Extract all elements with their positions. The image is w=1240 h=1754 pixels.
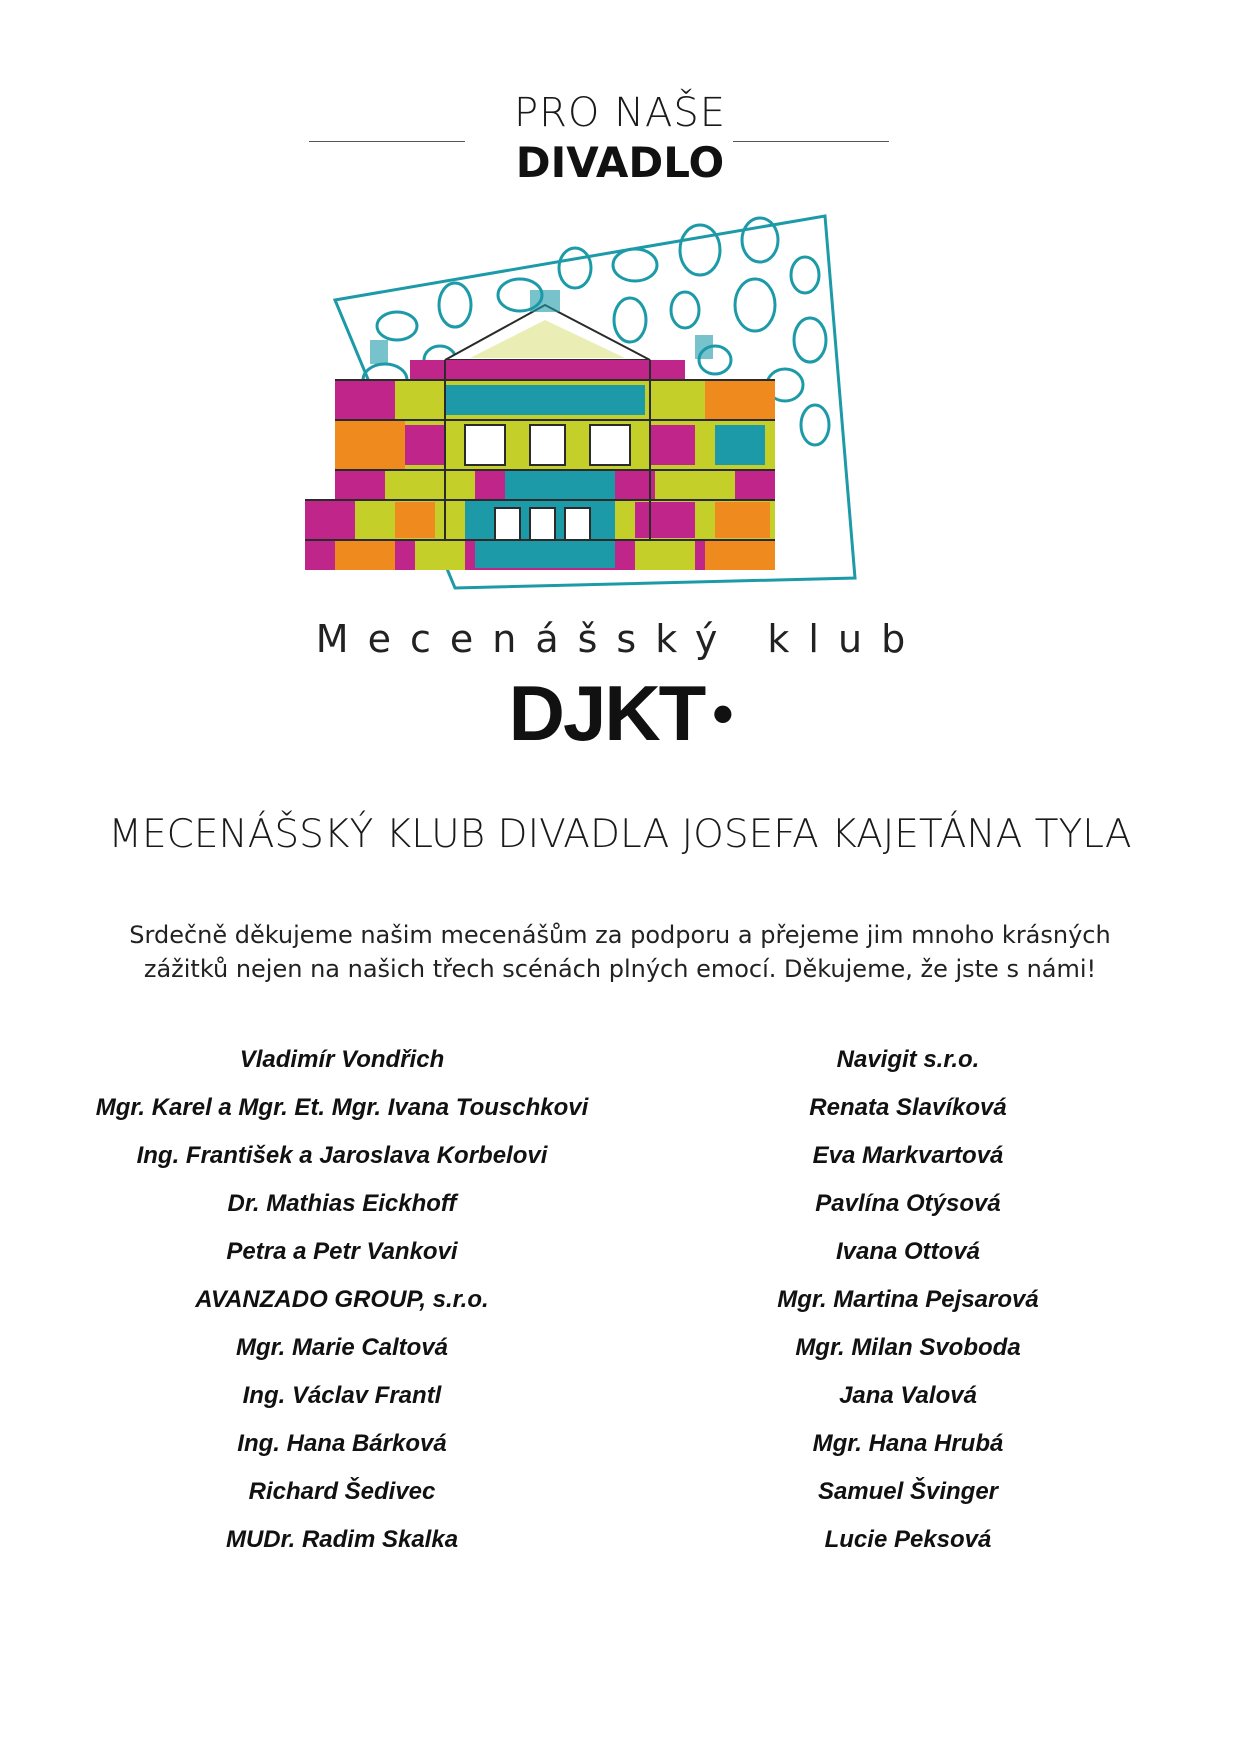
donor-name: Ing. Václav Frantl	[242, 1382, 442, 1409]
header-line-2: DIVADLO	[515, 138, 725, 187]
donor-name: Pavlína Otýsová	[815, 1190, 1001, 1217]
donor-name: Samuel Švinger	[817, 1478, 999, 1505]
donor-name: Mgr. Karel a Mgr. Et. Mgr. Ivana Touschkovi	[95, 1094, 589, 1121]
djkt-logo	[0, 668, 1240, 759]
donor-name: Mgr. Marie Caltová	[235, 1334, 449, 1361]
djkt-logo-dot: •	[712, 680, 732, 747]
donor-name: Navigit s.r.o.	[836, 1046, 980, 1073]
donor-name: Mgr. Milan Svoboda	[795, 1334, 1021, 1361]
djkt-logo-text: DJKT	[508, 669, 705, 757]
donor-name: Eva Markvartová	[812, 1142, 1004, 1169]
donor-name: Petra a Petr Vankovi	[226, 1238, 458, 1265]
header-rule-right	[733, 141, 889, 142]
donor-name: MUDr. Radim Skalka	[225, 1526, 459, 1553]
club-label: Mecenášský klub	[315, 617, 925, 661]
donor-name: Ing. František a Jaroslava Korbelovi	[136, 1142, 548, 1169]
donor-name: Vladimír Vondřich	[239, 1046, 445, 1073]
donor-name: Lucie Peksová	[824, 1526, 992, 1553]
donor-name: Renata Slavíková	[809, 1094, 1007, 1121]
donor-name: Mgr. Hana Hrubá	[812, 1430, 1004, 1457]
donor-name: AVANZADO GROUP, s.r.o.	[195, 1286, 489, 1313]
header-rule-left	[309, 141, 465, 142]
header	[0, 88, 1240, 188]
thanks-line-2: zážitků nejen na našich třech scénách plných emocí. Děkujeme, že jste s námi!	[143, 955, 1097, 983]
donor-list-left	[32, 1036, 652, 1564]
thanks-paragraph	[0, 918, 1240, 986]
club-full-name: MECENÁŠSKÝ KLUB DIVADLA JOSEFA KAJETÁNA TYLA	[108, 812, 1132, 857]
header-line-1: PRO NAŠE	[513, 90, 727, 136]
donor-name: Ivana Ottová	[835, 1238, 981, 1265]
donor-list-right	[598, 1036, 1218, 1564]
donor-name: Jana Valová	[839, 1382, 977, 1409]
theatre-illustration	[305, 210, 875, 600]
donor-name: Ing. Hana Bárková	[237, 1430, 447, 1457]
thanks-line-1: Srdečně děkujeme našim mecenášům za podporu a přejeme jim mnoho krásných	[129, 921, 1111, 949]
donor-name: Dr. Mathias Eickhoff	[227, 1190, 457, 1217]
donor-name: Mgr. Martina Pejsarová	[777, 1286, 1039, 1313]
donor-name: Richard Šedivec	[248, 1478, 436, 1505]
